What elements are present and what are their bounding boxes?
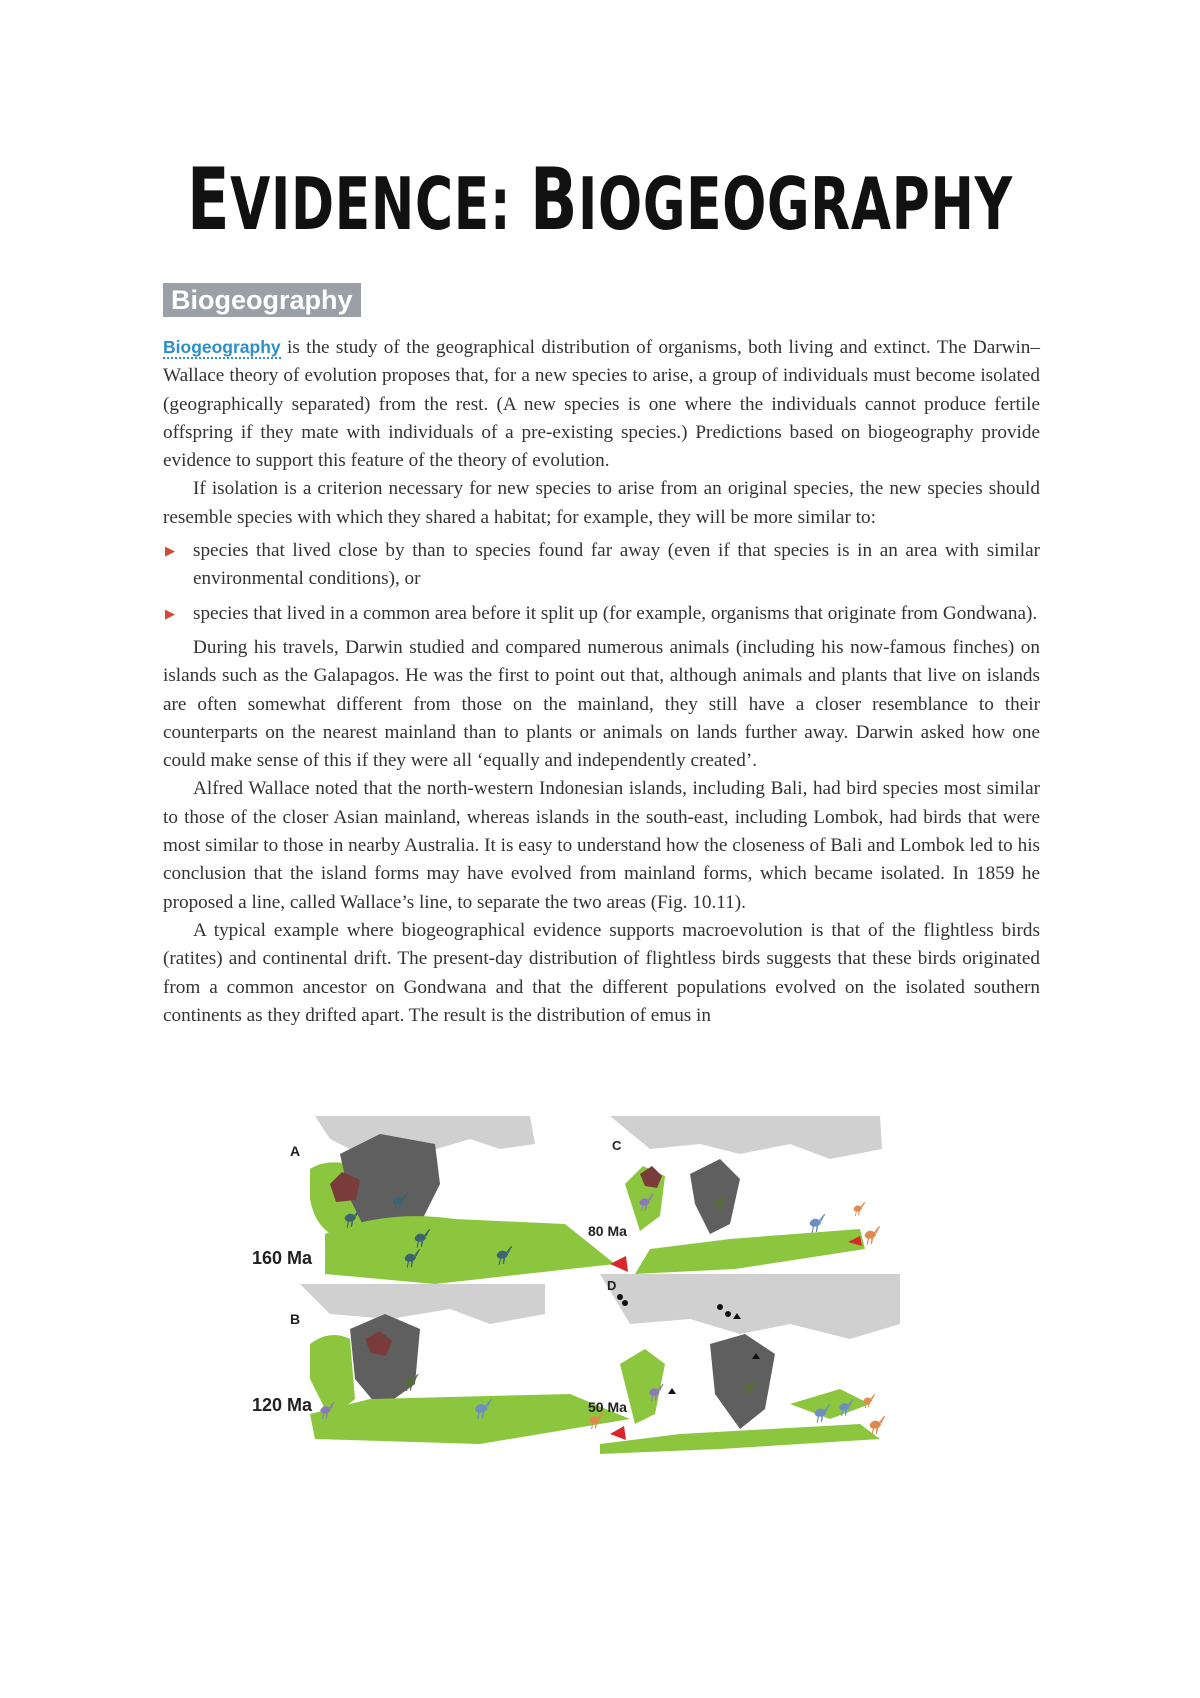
panel-a-age: 160 Ma [252, 1248, 313, 1268]
title-separator: : [489, 162, 512, 246]
list-item [163, 600, 1040, 628]
bullet-marker-icon: ▶ [165, 543, 175, 559]
title-rest-1: VIDENCE [230, 162, 490, 246]
bullet-list [163, 537, 1040, 628]
panel-d-age: 50 Ma [588, 1399, 627, 1415]
title-initial-2: B [530, 150, 579, 250]
continental-drift-figure [252, 1114, 940, 1444]
list-item [163, 537, 1040, 594]
figure-svg [252, 1114, 940, 1444]
title-rest-2: IOGEOGRAPHY [578, 162, 1013, 246]
list-item-text: species that lived in a common area before it split up (for example, organisms that originate from Gondwana). [193, 602, 1038, 624]
panel-d-map [600, 1274, 900, 1454]
bullet-marker-icon: ▶ [165, 605, 175, 621]
panel-c-letter: C [612, 1138, 622, 1153]
paragraph-1 [163, 333, 1040, 475]
panel-a-map [310, 1116, 628, 1284]
glossary-term-link[interactable]: Biogeography [163, 337, 281, 357]
title-initial-1: E [187, 150, 231, 250]
section-heading: Biogeography [163, 283, 361, 317]
paragraph-3: During his travels, Darwin studied and compared numerous animals (including his now-famous finches) on islands such as the Galapagos. He was the first to point out that, although animals and plants that live on islands are often somewhat different from those on the mainland, they still have a closer resemblance to their counterparts on the nearest mainland than to plants or animals on lands further away. Darwin asked how one could make sense of this if they were all ‘equally and independently created’. [163, 636, 1040, 772]
paragraph-2: If isolation is a criterion necessary for new species to arise from an original species, the new species should resemble species with which they shared a habitat; for example, they will be more similar to: [163, 478, 1040, 528]
paragraph-4: Alfred Wallace noted that the north-western Indonesian islands, including Bali, had bird species most similar to those of the closer Asian mainland, whereas islands in the south-east, including Lombok, had birds that were most similar to those in nearby Australia. It is easy to understand how the closeness of Bali and Lombok led to his conclusion that the island forms may have evolved from mainland forms, which became isolated. In 1859 he proposed a line, called Wallace’s line, to separate the two areas (Fig. 10.11). [163, 778, 1040, 913]
body-text [163, 333, 1040, 1030]
panel-c-age: 80 Ma [588, 1223, 627, 1239]
paragraph-1-text: is the study of the geographical distribution of organisms, both living and extinct. The Darwin–Wallace theory of evolution proposes that, for a new species to arise, a group of individuals must become isolated (geographically separated) from the rest. (A new species is one where the individuals cannot produce fertile offspring if they mate with individuals of a pre-existing species.) Predictions based on biogeography provide evidence to support this feature of the theory of evolution. [163, 337, 1040, 472]
page-title [168, 150, 1032, 250]
paragraph-5: A typical example where biogeographical evidence supports macroevolution is that of the flightless birds (ratites) and continental drift. The present-day distribution of flightless birds suggests that these birds originated from a common ancestor on Gondwana and that the different populations evolved on the isolated southern continents as they drifted apart. The result is the distribution of emus in [163, 919, 1040, 1026]
panel-d-letter: D [607, 1278, 617, 1293]
list-item-text: species that lived close by than to species found far away (even if that species is in an area with similar environmental conditions), or [193, 540, 1040, 590]
panel-a-letter: A [290, 1143, 301, 1159]
panel-b-map [300, 1284, 630, 1444]
panel-c-map [610, 1116, 882, 1274]
panel-b-letter: B [290, 1311, 301, 1327]
panel-b-age: 120 Ma [252, 1395, 313, 1415]
